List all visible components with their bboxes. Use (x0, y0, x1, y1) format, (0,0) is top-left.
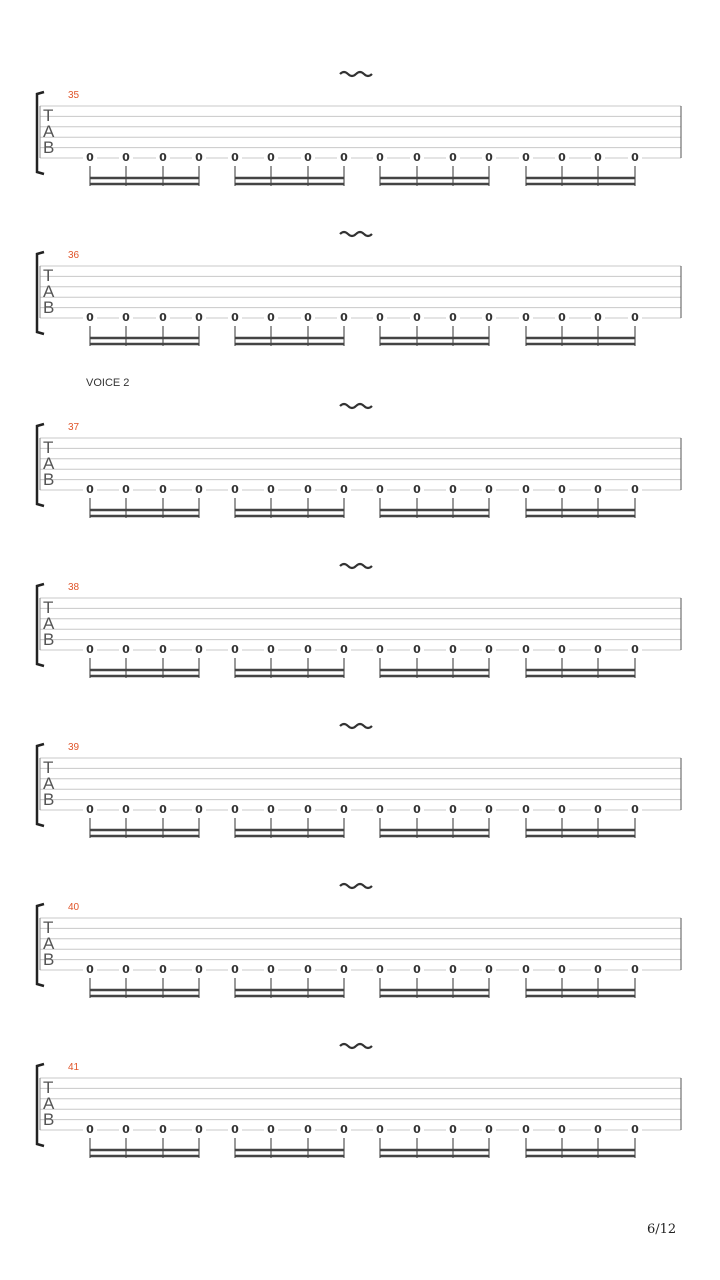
measure-number: 38 (68, 582, 80, 593)
fret-number: 0 (591, 152, 605, 164)
fret-number: 0 (591, 312, 605, 324)
staff-graphics (0, 742, 720, 872)
fret-number: 0 (264, 152, 278, 164)
tab-clef-letter: B (43, 470, 55, 489)
fret-number: 0 (446, 644, 460, 656)
fret-number: 0 (301, 152, 315, 164)
fret-number: 0 (119, 644, 133, 656)
fret-number: 0 (482, 312, 496, 324)
fret-number: 0 (337, 964, 351, 976)
fret-number: 0 (519, 804, 533, 816)
fret-number: 0 (555, 644, 569, 656)
fret-number: 0 (410, 484, 424, 496)
fret-number: 0 (519, 644, 533, 656)
fret-number: 0 (373, 964, 387, 976)
fret-number: 0 (156, 152, 170, 164)
fret-number: 0 (264, 1124, 278, 1136)
fret-number: 0 (228, 804, 242, 816)
measure-number: 37 (68, 422, 80, 433)
fret-number: 0 (83, 644, 97, 656)
vibrato-mark (340, 404, 372, 408)
tab-clef-letter: A (43, 122, 55, 141)
measure-number: 35 (68, 90, 80, 101)
fret-number: 0 (337, 152, 351, 164)
tab-staff (0, 250, 720, 380)
fret-number: 0 (228, 152, 242, 164)
tab-staff (0, 90, 720, 220)
vibrato-mark (340, 724, 372, 728)
fret-number: 0 (156, 804, 170, 816)
fret-number: 0 (628, 1124, 642, 1136)
fret-number: 0 (519, 484, 533, 496)
fret-number: 0 (373, 1124, 387, 1136)
tab-clef-letter: B (43, 298, 55, 317)
tab-clef-letter: B (43, 138, 55, 157)
fret-number: 0 (446, 804, 460, 816)
fret-number: 0 (119, 152, 133, 164)
fret-number: 0 (83, 964, 97, 976)
fret-number: 0 (628, 964, 642, 976)
measure-number: 41 (68, 1062, 80, 1073)
fret-number: 0 (591, 804, 605, 816)
fret-number: 0 (555, 1124, 569, 1136)
fret-number: 0 (482, 964, 496, 976)
fret-number: 0 (119, 804, 133, 816)
fret-number: 0 (591, 1124, 605, 1136)
fret-number: 0 (83, 152, 97, 164)
fret-number: 0 (591, 484, 605, 496)
fret-number: 0 (264, 484, 278, 496)
measure-number: 36 (68, 250, 80, 261)
fret-number: 0 (228, 484, 242, 496)
fret-number: 0 (301, 1124, 315, 1136)
tab-clef-letter: A (43, 934, 55, 953)
tab-clef-letter: T (43, 106, 54, 125)
fret-number: 0 (156, 1124, 170, 1136)
fret-number: 0 (228, 1124, 242, 1136)
fret-number: 0 (119, 484, 133, 496)
fret-number: 0 (301, 644, 315, 656)
tab-staff (0, 1062, 720, 1192)
fret-number: 0 (555, 964, 569, 976)
tab-clef-letter: B (43, 1110, 55, 1129)
tab-staff (0, 902, 720, 1032)
tab-clef-letter: A (43, 282, 55, 301)
fret-number: 0 (373, 804, 387, 816)
tab-clef-letter: A (43, 454, 55, 473)
fret-number: 0 (264, 804, 278, 816)
fret-number: 0 (410, 312, 424, 324)
fret-number: 0 (264, 964, 278, 976)
tab-clef-letter: B (43, 790, 55, 809)
fret-number: 0 (156, 644, 170, 656)
fret-number: 0 (373, 312, 387, 324)
fret-number: 0 (192, 804, 206, 816)
measure-number: 39 (68, 742, 80, 753)
fret-number: 0 (301, 312, 315, 324)
fret-number: 0 (519, 152, 533, 164)
fret-number: 0 (192, 312, 206, 324)
fret-number: 0 (192, 484, 206, 496)
fret-number: 0 (410, 804, 424, 816)
fret-number: 0 (337, 804, 351, 816)
fret-number: 0 (482, 644, 496, 656)
fret-number: 0 (301, 964, 315, 976)
fret-number: 0 (446, 964, 460, 976)
fret-number: 0 (628, 312, 642, 324)
staff-graphics (0, 582, 720, 712)
fret-number: 0 (482, 1124, 496, 1136)
fret-number: 0 (519, 964, 533, 976)
fret-number: 0 (156, 964, 170, 976)
tab-clef-letter: A (43, 1094, 55, 1113)
fret-number: 0 (373, 484, 387, 496)
staff-graphics (0, 902, 720, 1032)
tab-staff (0, 742, 720, 872)
vibrato-mark (340, 72, 372, 76)
staff-graphics (0, 250, 720, 380)
fret-number: 0 (301, 484, 315, 496)
tab-staff (0, 422, 720, 552)
tab-clef-letter: B (43, 630, 55, 649)
tab-clef-letter: T (43, 598, 54, 617)
staff-graphics (0, 1062, 720, 1192)
tab-clef-letter: T (43, 266, 54, 285)
fret-number: 0 (192, 964, 206, 976)
fret-number: 0 (591, 964, 605, 976)
fret-number: 0 (83, 804, 97, 816)
fret-number: 0 (628, 152, 642, 164)
tab-clef-letter: T (43, 1078, 54, 1097)
fret-number: 0 (373, 152, 387, 164)
fret-number: 0 (555, 312, 569, 324)
fret-number: 0 (628, 804, 642, 816)
fret-number: 0 (446, 152, 460, 164)
fret-number: 0 (337, 312, 351, 324)
fret-number: 0 (228, 964, 242, 976)
fret-number: 0 (264, 644, 278, 656)
fret-number: 0 (519, 312, 533, 324)
voice-label: VOICE 2 (86, 377, 130, 389)
fret-number: 0 (482, 152, 496, 164)
fret-number: 0 (446, 312, 460, 324)
tab-staff (0, 582, 720, 712)
fret-number: 0 (83, 1124, 97, 1136)
fret-number: 0 (482, 484, 496, 496)
fret-number: 0 (264, 312, 278, 324)
tab-clef-letter: A (43, 774, 55, 793)
fret-number: 0 (119, 312, 133, 324)
tab-clef-letter: T (43, 438, 54, 457)
fret-number: 0 (192, 1124, 206, 1136)
staff-graphics (0, 90, 720, 220)
fret-number: 0 (337, 484, 351, 496)
fret-number: 0 (373, 644, 387, 656)
fret-number: 0 (591, 644, 605, 656)
fret-number: 0 (446, 484, 460, 496)
staff-graphics (0, 422, 720, 552)
fret-number: 0 (410, 152, 424, 164)
fret-number: 0 (446, 1124, 460, 1136)
fret-number: 0 (337, 644, 351, 656)
tab-clef-letter: T (43, 758, 54, 777)
fret-number: 0 (119, 964, 133, 976)
fret-number: 0 (156, 312, 170, 324)
tab-clef-letter: T (43, 918, 54, 937)
measure-number: 40 (68, 902, 80, 913)
fret-number: 0 (410, 644, 424, 656)
tab-clef-letter: B (43, 950, 55, 969)
tab-clef-letter: A (43, 614, 55, 633)
vibrato-mark (340, 564, 372, 568)
fret-number: 0 (228, 312, 242, 324)
vibrato-mark (340, 884, 372, 888)
fret-number: 0 (555, 152, 569, 164)
fret-number: 0 (555, 484, 569, 496)
fret-number: 0 (519, 1124, 533, 1136)
fret-number: 0 (482, 804, 496, 816)
fret-number: 0 (156, 484, 170, 496)
fret-number: 0 (119, 1124, 133, 1136)
page-number: 6/12 (647, 1222, 677, 1237)
fret-number: 0 (628, 644, 642, 656)
vibrato-mark (340, 232, 372, 236)
fret-number: 0 (628, 484, 642, 496)
fret-number: 0 (228, 644, 242, 656)
vibrato-mark (340, 1044, 372, 1048)
fret-number: 0 (301, 804, 315, 816)
fret-number: 0 (83, 484, 97, 496)
fret-number: 0 (410, 964, 424, 976)
fret-number: 0 (192, 152, 206, 164)
fret-number: 0 (410, 1124, 424, 1136)
fret-number: 0 (337, 1124, 351, 1136)
fret-number: 0 (555, 804, 569, 816)
fret-number: 0 (192, 644, 206, 656)
fret-number: 0 (83, 312, 97, 324)
